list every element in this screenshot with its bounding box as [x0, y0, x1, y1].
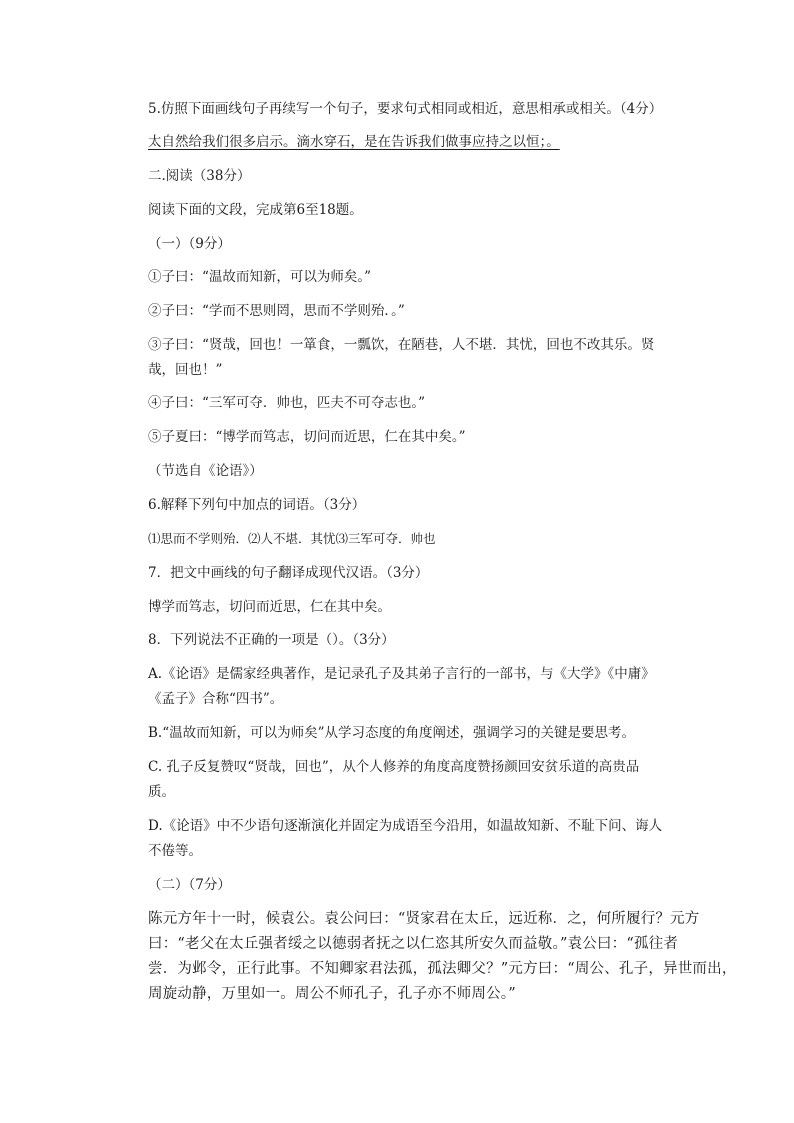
section-2-heading: 二.阅读（38分） — [148, 168, 251, 184]
option-a-line-2: 《孟子》合称“四书”。 — [148, 691, 284, 707]
passage-line-2: 曰：“老父在太丘强者绥之以德弱者抚之以仁恣其所安久而益敬。”袁公曰：“孤往者 — [148, 936, 679, 952]
question-8: 8．下列说法不正确的一项是（）。（3分） — [148, 632, 395, 648]
question-7: 7．把文中画线的句子翻译成现代汉语。（3分） — [148, 565, 429, 581]
quote-2: ②子曰：“学而不思则罔，思而不学则殆．。” — [148, 303, 405, 319]
passage-line-3: 尝．为邺令，正行此事。不知卿家君法孤，孤法卿父？”元方曰：“周公、孔子，异世而出， — [148, 961, 737, 977]
option-d-line-2: 不倦等。 — [148, 843, 202, 859]
source-note: （节选自《论语》） — [148, 463, 263, 479]
option-b: B.“温故而知新，可以为师矣”从学习态度的角度阐述，强调学习的关键是要思考。 — [148, 725, 636, 741]
quote-1: ①子曰：“温故而知新，可以为师矣。” — [148, 269, 372, 285]
question-7-sentence: 博学而笃志，切问而近思，仁在其中矣。 — [148, 599, 391, 615]
quote-3-line-1: ③子曰：“贤哉，回也！一箪食，一瓢饮，在陋巷，人不堪．其忧，回也不改其乐。贤 — [148, 337, 655, 353]
option-c-line-1: C. 孔子反复赞叹“贤哉，回也”，从个人修养的角度高度赞扬颜回安贫乐道的高贵品 — [148, 759, 640, 775]
passage-line-1: 陈元方年十一时，候袁公。袁公问曰：“贤家君在太丘，远近称．之，何所履行？元方 — [148, 911, 700, 927]
question-5: 5.仿照下面画线句子再续写一个句子，要求句式相同或相近，意思相承或相关。（4分） — [148, 101, 663, 117]
reading-instruction: 阅读下面的文段，完成第6至18题。 — [148, 202, 363, 218]
question-5-underlined-sentence: 太自然给我们很多启示。滴水穿石，是在告诉我们做事应持之以恒；。 — [148, 134, 560, 150]
quote-5: ⑤子夏曰：“博学而笃志，切问而近思，仁在其中矣。” — [148, 429, 466, 445]
option-c-line-2: 质。 — [148, 784, 175, 800]
passage-line-4: 周旋动静，万里如一。周公不师孔子，孔子亦不师周公。” — [148, 986, 516, 1002]
quote-4: ④子曰：“三军可夺．帅也，匹夫不可夺志也。” — [148, 395, 426, 411]
option-d-line-1: D.《论语》中不少语句逐渐演化并固定为成语至今沿用，如温故知新、不耻下问、诲人 — [148, 818, 663, 834]
question-6: 6.解释下列句中加点的词语。（3分） — [148, 497, 366, 513]
part-1-heading: （一）（9分） — [148, 236, 231, 252]
option-a-line-1: A.《论语》是儒家经典著作，是记录孔子及其弟子言行的一部书，与《大学》《中庸》 — [148, 666, 655, 682]
quote-3-line-2: 哉，回也！” — [148, 362, 223, 378]
part-2-heading: （二）（7分） — [148, 877, 231, 893]
question-6-items: ⑴思而不学则殆．⑵人不堪．其忧⑶三军可夺．帅也 — [148, 531, 436, 546]
